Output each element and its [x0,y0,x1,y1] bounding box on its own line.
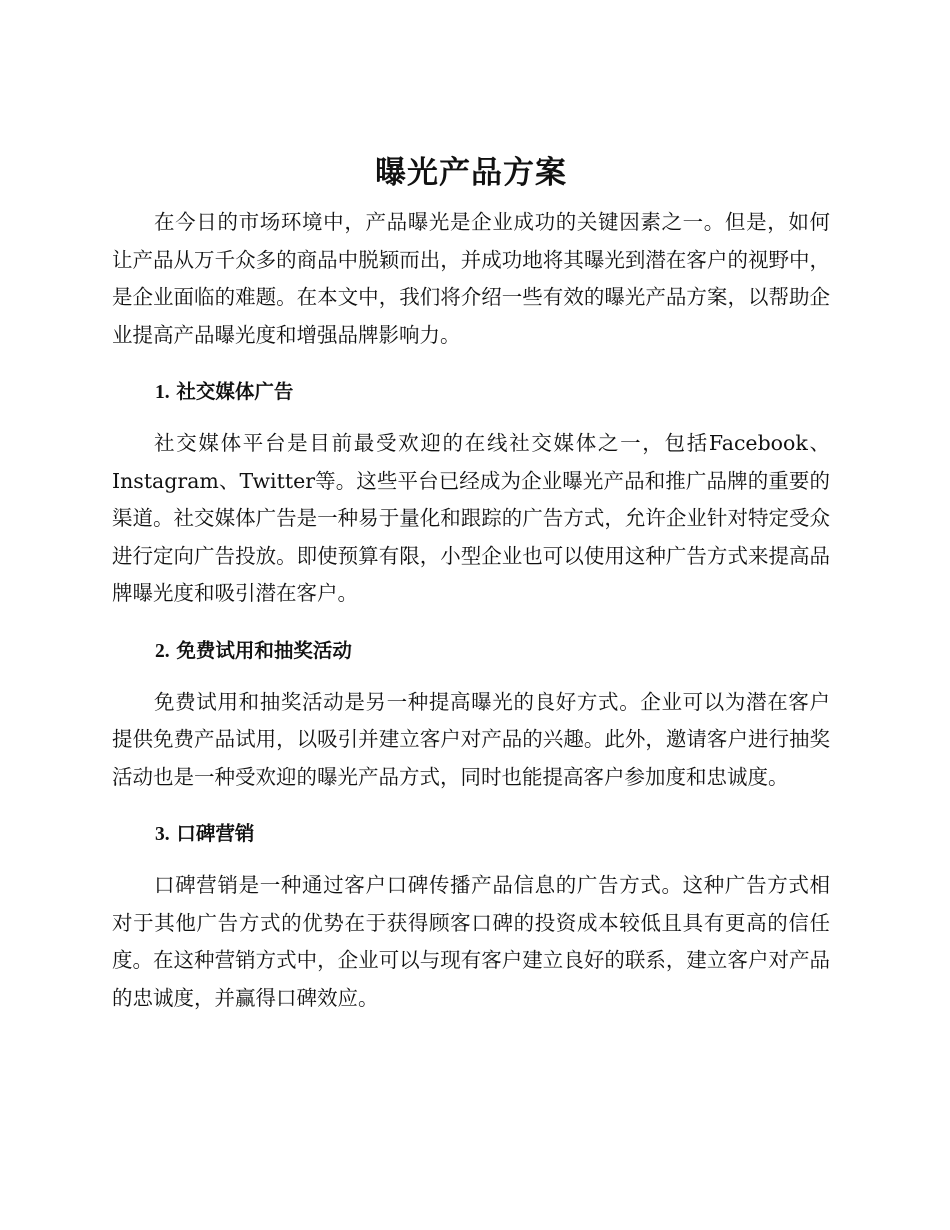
section-heading [112,374,830,411]
section-paragraph: 社交媒体平台是目前最受欢迎的在线社交媒体之一，包括Facebook、Instagram、Twitter等。这些平台已经成为企业曝光产品和推广品牌的重要的渠道。社交媒体广告是一种易于量化和跟踪的广告方式，允许企业针对特定受众进行定向广告投放。即使预算有限，小型企业也可以使用这种广告方式来提高品牌曝光度和吸引潜在客户。 [112,431,830,605]
section-title: 免费试用和抽奖活动 [176,638,352,662]
section-number: 1. [155,382,170,403]
intro-paragraph: 在今日的市场环境中，产品曝光是企业成功的关键因素之一。但是，如何让产品从万千众多的商品中脱颖而出，并成功地将其曝光到潜在客户的视野中，是企业面临的难题。在本文中，我们将介绍一些有效的曝光产品方案，以帮助企业提高产品曝光度和增强品牌影响力。 [112,210,830,347]
section-number: 2. [155,640,170,662]
section-word-of-mouth [112,816,830,1017]
section-paragraph: 口碑营销是一种通过客户口碑传播产品信息的广告方式。这种广告方式相对于其他广告方式的优势在于获得顾客口碑的投资成本较低且具有更高的信任度。在这种营销方式中，企业可以与现有客户建立良好的联系，建立客户对产品的忠诚度，并赢得口碑效应。 [112,873,830,1010]
section-social-media [112,374,830,613]
section-title: 口碑营销 [176,822,255,845]
document-title: 曝光产品方案 [375,155,567,191]
section-title: 社交媒体广告 [176,380,294,403]
section-heading [112,816,830,853]
document-body [112,148,830,1017]
section-number: 3. [155,824,170,845]
section-paragraph: 免费试用和抽奖活动是另一种提高曝光的良好方式。企业可以为潜在客户提供免费产品试用，以吸引并建立客户对产品的兴趣。此外，邀请客户进行抽奖活动也是一种受欢迎的曝光产品方式，同时也能提高客户参加度和忠诚度。 [112,689,830,789]
section-free-trial [112,633,830,797]
section-heading [112,633,830,670]
